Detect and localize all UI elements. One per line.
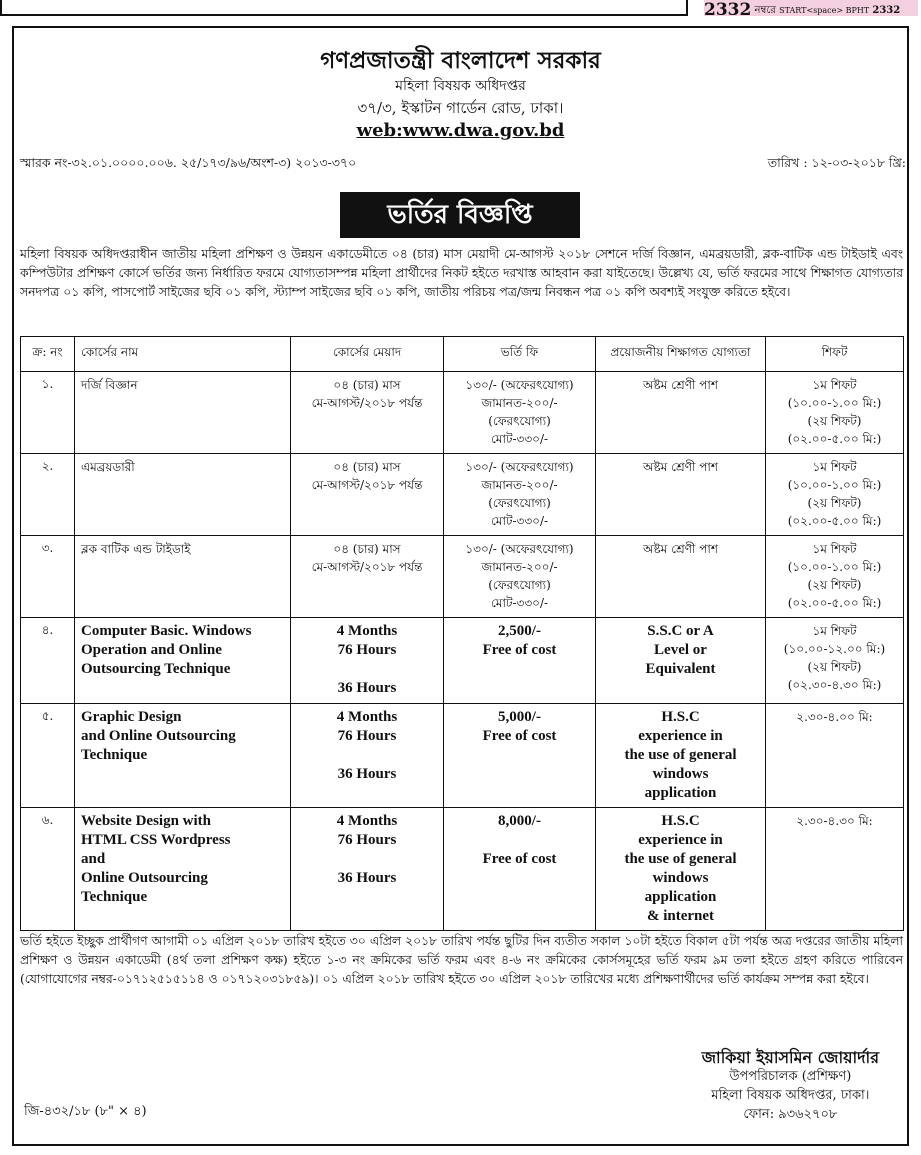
duration-line: 4 Months — [336, 709, 398, 725]
duration-line: 36 Hours — [337, 680, 397, 696]
course-name-line: দর্জি বিজ্ঞান — [81, 378, 138, 392]
fee-line: 8,000/- — [498, 813, 541, 829]
qualification-cell — [596, 372, 766, 454]
sms-ad-strip — [704, 0, 918, 16]
table-row — [21, 536, 904, 618]
signature-block — [702, 1048, 879, 1124]
course-name-cell — [75, 808, 291, 931]
course-name-line: and — [81, 851, 106, 867]
header-qualification: প্রয়োজনীয় শিক্ষাগত যোগ্যতা — [596, 337, 766, 372]
course-name-line: Technique — [81, 889, 148, 905]
department-name: মহিলা বিষয়ক অধিদপ্তর — [395, 78, 526, 94]
serial-cell: ১. — [21, 372, 75, 454]
course-name-cell — [75, 618, 291, 704]
fee-line: Free of cost — [482, 642, 557, 658]
sms-number: 2332 — [704, 0, 752, 16]
course-name-cell — [75, 536, 291, 618]
course-name-line: Operation and Online — [81, 642, 222, 658]
duration-line: মে-আগস্ট/২০১৮ পর্যন্ত — [311, 560, 423, 574]
qualification-line: H.S.C — [661, 813, 700, 829]
notice-title: ভর্তির বিজ্ঞপ্তি — [340, 192, 580, 238]
duration-line: মে-আগস্ট/২০১৮ পর্যন্ত — [311, 396, 423, 410]
g-code: জি-৪৩২/১৮ (৮" × ৪) — [24, 1104, 147, 1119]
table-row — [21, 372, 904, 454]
qualification-line: অষ্টম শ্রেণী পাশ — [643, 542, 718, 556]
course-name-line: Online Outsourcing — [81, 870, 208, 886]
shift-line: (১০.০০-১২.০০ মি:) — [783, 642, 886, 656]
footer-paragraph: ভর্তি হইতে ইচ্ছুক প্রার্থীগণ আগামী ০১ এপ্রিল ২০১৮ তারিখ হইতে ৩০ এপ্রিল ২০১৮ তারিখ পর্যন্ত ছুটির দিন ব্যতীত সকাল ১০টা হইতে বিকাল ৫টা পর্যন্ত অত্র দপ্তরের জাতীয় মহিলা প্রশিক্ষণ ও উন্নয়ন একাডেমী (৪র্থ তলা প্রশিক্ষণ কক্ষ) হইতে ১-৩ নং ক্রমিকের ভর্তি ফরম এবং ৪-৬ নং ক্রমিকের কোর্সসমূহের ভর্তি ফরম ৯ম তলা হইতে গ্রহণ করিতে পারিবেন (যোগাযোগের নম্বর-০১৭১২৫১৫১১৪ ও ০১৭১২০৩১৮৫৯)। ০১ এপ্রিল ২০১৮ তারিখ হইতে ৩০ এপ্রিল ২০১৮ তারিখের মধ্যে প্রশিক্ষণার্থীদের ভর্তি কার্যক্রম সম্পন্ন করা হইবে। — [20, 934, 903, 986]
duration-line: ০৪ (চার) মাস — [333, 460, 401, 474]
qualification-cell — [596, 454, 766, 536]
course-name-cell — [75, 372, 291, 454]
course-name-line: Graphic Design — [81, 709, 182, 725]
fee-cell — [444, 454, 596, 536]
qualification-line: windows — [652, 766, 709, 782]
shift-line: ১ম শিফট — [812, 542, 857, 556]
duration-cell — [291, 704, 444, 808]
shift-line: ২.৩০-৪.৩০ মি: — [796, 814, 873, 828]
shift-line: (২য় শিফট) — [807, 660, 862, 674]
qualification-line: application — [644, 785, 717, 801]
table-row — [21, 618, 904, 704]
header-duration: কোর্সের মেয়াদ — [291, 337, 444, 372]
duration-line: 4 Months — [336, 623, 398, 639]
table-row — [21, 704, 904, 808]
table-row — [21, 454, 904, 536]
fee-line: মোট-৩৩০/- — [490, 432, 549, 446]
shift-line: (১০.০০-১.০০ মি:) — [787, 560, 882, 574]
signatory-designation: উপপরিচালক (প্রশিক্ষণ) — [729, 1069, 852, 1084]
course-name-line: ব্লক বাটিক এন্ড টাইডাই — [81, 542, 191, 556]
shift-line: (০২.৩০-৪.৩০ মি:) — [787, 678, 882, 692]
qualification-line: the use of general — [624, 747, 737, 763]
shift-cell — [766, 618, 904, 704]
fee-line: Free of cost — [482, 728, 557, 744]
qualification-line: অষ্টম শ্রেণী পাশ — [643, 460, 718, 474]
course-table — [20, 336, 904, 931]
table-row — [21, 808, 904, 931]
serial-cell: ২. — [21, 454, 75, 536]
fee-cell — [444, 536, 596, 618]
fee-line: মোট-৩৩০/- — [490, 514, 549, 528]
shift-line: ১ম শিফট — [812, 460, 857, 474]
header-course-name: কোর্সের নাম — [75, 337, 291, 372]
shift-line: (০২.০০-৫.০০ মি:) — [787, 514, 882, 528]
sms-word: নম্বরে — [754, 5, 776, 16]
signatory-phone: ফোন: ৯৩৬২৭০৮ — [743, 1107, 838, 1122]
shift-cell — [766, 454, 904, 536]
fee-cell — [444, 372, 596, 454]
shift-line: ২.৩০-৪.০০ মি: — [796, 710, 873, 724]
duration-cell — [291, 536, 444, 618]
course-name-cell — [75, 704, 291, 808]
serial-cell: ৬. — [21, 808, 75, 931]
duration-line — [297, 660, 437, 679]
qualification-line: S.S.C or A — [647, 623, 714, 639]
shift-line: (১০.০০-১.০০ মি:) — [787, 396, 882, 410]
fee-line: (ফেরৎযোগ্য) — [488, 496, 551, 510]
duration-cell — [291, 808, 444, 931]
fee-line: জামানত-২০০/- — [481, 478, 558, 492]
fee-line: ১৩০/- (অফেরৎযোগ্য) — [465, 542, 574, 556]
fee-line: (ফেরৎযোগ্য) — [488, 578, 551, 592]
duration-line: 36 Hours — [337, 870, 397, 886]
fee-cell — [444, 704, 596, 808]
shift-line: (২য় শিফট) — [807, 496, 862, 510]
website-link[interactable]: web:www.dwa.gov.bd — [356, 120, 565, 141]
shift-line: (১০.০০-১.০০ মি:) — [787, 478, 882, 492]
signatory-office: মহিলা বিষয়ক অধিদপ্তর, ঢাকা। — [711, 1088, 870, 1103]
shift-line: ১ম শিফট — [812, 378, 857, 392]
government-name: গণপ্রজাতন্ত্রী বাংলাদেশ সরকার — [320, 47, 601, 74]
qualification-cell — [596, 808, 766, 931]
duration-line: 76 Hours — [337, 728, 397, 744]
course-name-line: এমব্রয়ডারী — [81, 460, 135, 474]
fee-cell — [444, 618, 596, 704]
top-strip — [0, 0, 921, 18]
fee-line: জামানত-২০০/- — [481, 396, 558, 410]
serial-cell: ৫. — [21, 704, 75, 808]
fee-line: Free of cost — [482, 851, 557, 867]
intro-paragraph: মহিলা বিষয়ক অধিদপ্তরাধীন জাতীয় মহিলা প্রশিক্ষণ ও উন্নয়ন একাডেমীতে ০৪ (চার) মাস মেয়াদী মে-আগস্ট ২০১৮ সেশনে দর্জি বিজ্ঞান, এমব্রয়ডারী, ব্লক-বাটিক এন্ড টাইডাই এবং কম্পিউটার প্রশিক্ষণ কোর্সে ভর্তির জন্য নির্ধারিত ফরমে যোগ্যতাসম্পন্ন মহিলা প্রার্থীদের নিকট হইতে দরখাস্ত আহবান করা যাইতেছে। উল্লেখ্য যে, ভর্তি ফরমের সাথে শিক্ষাগত যোগ্যতার সনদপত্র ০১ কপি, পাসপোর্ট সাইজের ছবি ০১ কপি, স্ট্যাম্প সাইজের ছবি ০১ কপি, জাতীয় পরিচয় পত্র/জন্ম নিবন্ধন পত্র ০১ কপি অবশ্যই সংযুক্ত করিতে হইবে। — [20, 247, 903, 299]
shift-cell — [766, 704, 904, 808]
sms-number-2: 2332 — [872, 5, 901, 16]
shift-line: (২য় শিফট) — [807, 414, 862, 428]
serial-cell: ৪. — [21, 618, 75, 704]
fee-line — [450, 831, 589, 850]
previous-ad-border — [0, 0, 688, 16]
course-name-line: Technique — [81, 747, 148, 763]
shift-cell — [766, 536, 904, 618]
shift-cell — [766, 808, 904, 931]
fee-line: ১৩০/- (অফেরৎযোগ্য) — [465, 378, 574, 392]
duration-line: 76 Hours — [337, 832, 397, 848]
duration-line — [297, 850, 437, 869]
shift-cell — [766, 372, 904, 454]
fee-line: জামানত-২০০/- — [481, 560, 558, 574]
header-shift: শিফট — [766, 337, 904, 372]
qualification-line: Level or — [654, 642, 707, 658]
qualification-line: experience in — [638, 728, 723, 744]
duration-line — [297, 746, 437, 765]
fee-line: 5,000/- — [498, 709, 541, 725]
duration-line: মে-আগস্ট/২০১৮ পর্যন্ত — [311, 478, 423, 492]
memo-number: স্মারক নং-৩২.০১.০০০০.০০৬. ২৫/১৭৩/৯৬/অংশ-৩) ২০১৩-৩৭০ — [20, 155, 357, 170]
course-name-cell — [75, 454, 291, 536]
table-header-row — [21, 337, 904, 372]
qualification-line: H.S.C — [661, 709, 700, 725]
duration-line: ০৪ (চার) মাস — [333, 378, 401, 392]
qualification-line: application — [644, 889, 717, 905]
course-name-line: Computer Basic. Windows — [81, 623, 252, 639]
signatory-name: জাকিয়া ইয়াসমিন জোয়ার্দার — [701, 1048, 879, 1067]
duration-line: 36 Hours — [337, 766, 397, 782]
fee-line: (ফেরৎযোগ্য) — [488, 414, 551, 428]
fee-line: মোট-৩৩০/- — [490, 596, 549, 610]
notice-date: তারিখ : ১২-০৩-২০১৮ খ্রি: — [767, 155, 906, 170]
qualification-cell — [596, 536, 766, 618]
fee-line: ১৩০/- (অফেরৎযোগ্য) — [465, 460, 574, 474]
course-name-line: HTML CSS Wordpress — [81, 832, 231, 848]
qualification-line: the use of general — [624, 851, 737, 867]
address: ৩৭/৩, ইস্কাটন গার্ডেন রোড, ঢাকা। — [357, 99, 564, 117]
duration-cell — [291, 618, 444, 704]
duration-line: 76 Hours — [337, 642, 397, 658]
qualification-cell — [596, 618, 766, 704]
qualification-line: & internet — [646, 908, 715, 924]
header-serial: ক্র: নং — [21, 337, 75, 372]
qualification-cell — [596, 704, 766, 808]
header-fee: ভর্তি ফি — [444, 337, 596, 372]
duration-cell — [291, 454, 444, 536]
shift-line: (০২.০০-৫.০০ মি:) — [787, 432, 882, 446]
course-name-line: Website Design with — [81, 813, 212, 829]
fee-cell — [444, 808, 596, 931]
qualification-line: windows — [652, 870, 709, 886]
duration-line: ০৪ (চার) মাস — [333, 542, 401, 556]
serial-cell: ৩. — [21, 536, 75, 618]
course-name-line: and Online Outsourcing — [81, 728, 236, 744]
course-name-line: Outsourcing Technique — [81, 661, 231, 677]
duration-line: 4 Months — [336, 813, 398, 829]
qualification-line: experience in — [638, 832, 723, 848]
shift-line: ১ম শিফট — [812, 624, 857, 638]
sms-command: START<space> BPHT — [779, 6, 870, 15]
shift-line: (২য় শিফট) — [807, 578, 862, 592]
qualification-line: Equivalent — [645, 661, 716, 677]
fee-line: 2,500/- — [498, 623, 541, 639]
duration-cell — [291, 372, 444, 454]
qualification-line: অষ্টম শ্রেণী পাশ — [643, 378, 718, 392]
shift-line: (০২.০০-৫.০০ মি:) — [787, 596, 882, 610]
